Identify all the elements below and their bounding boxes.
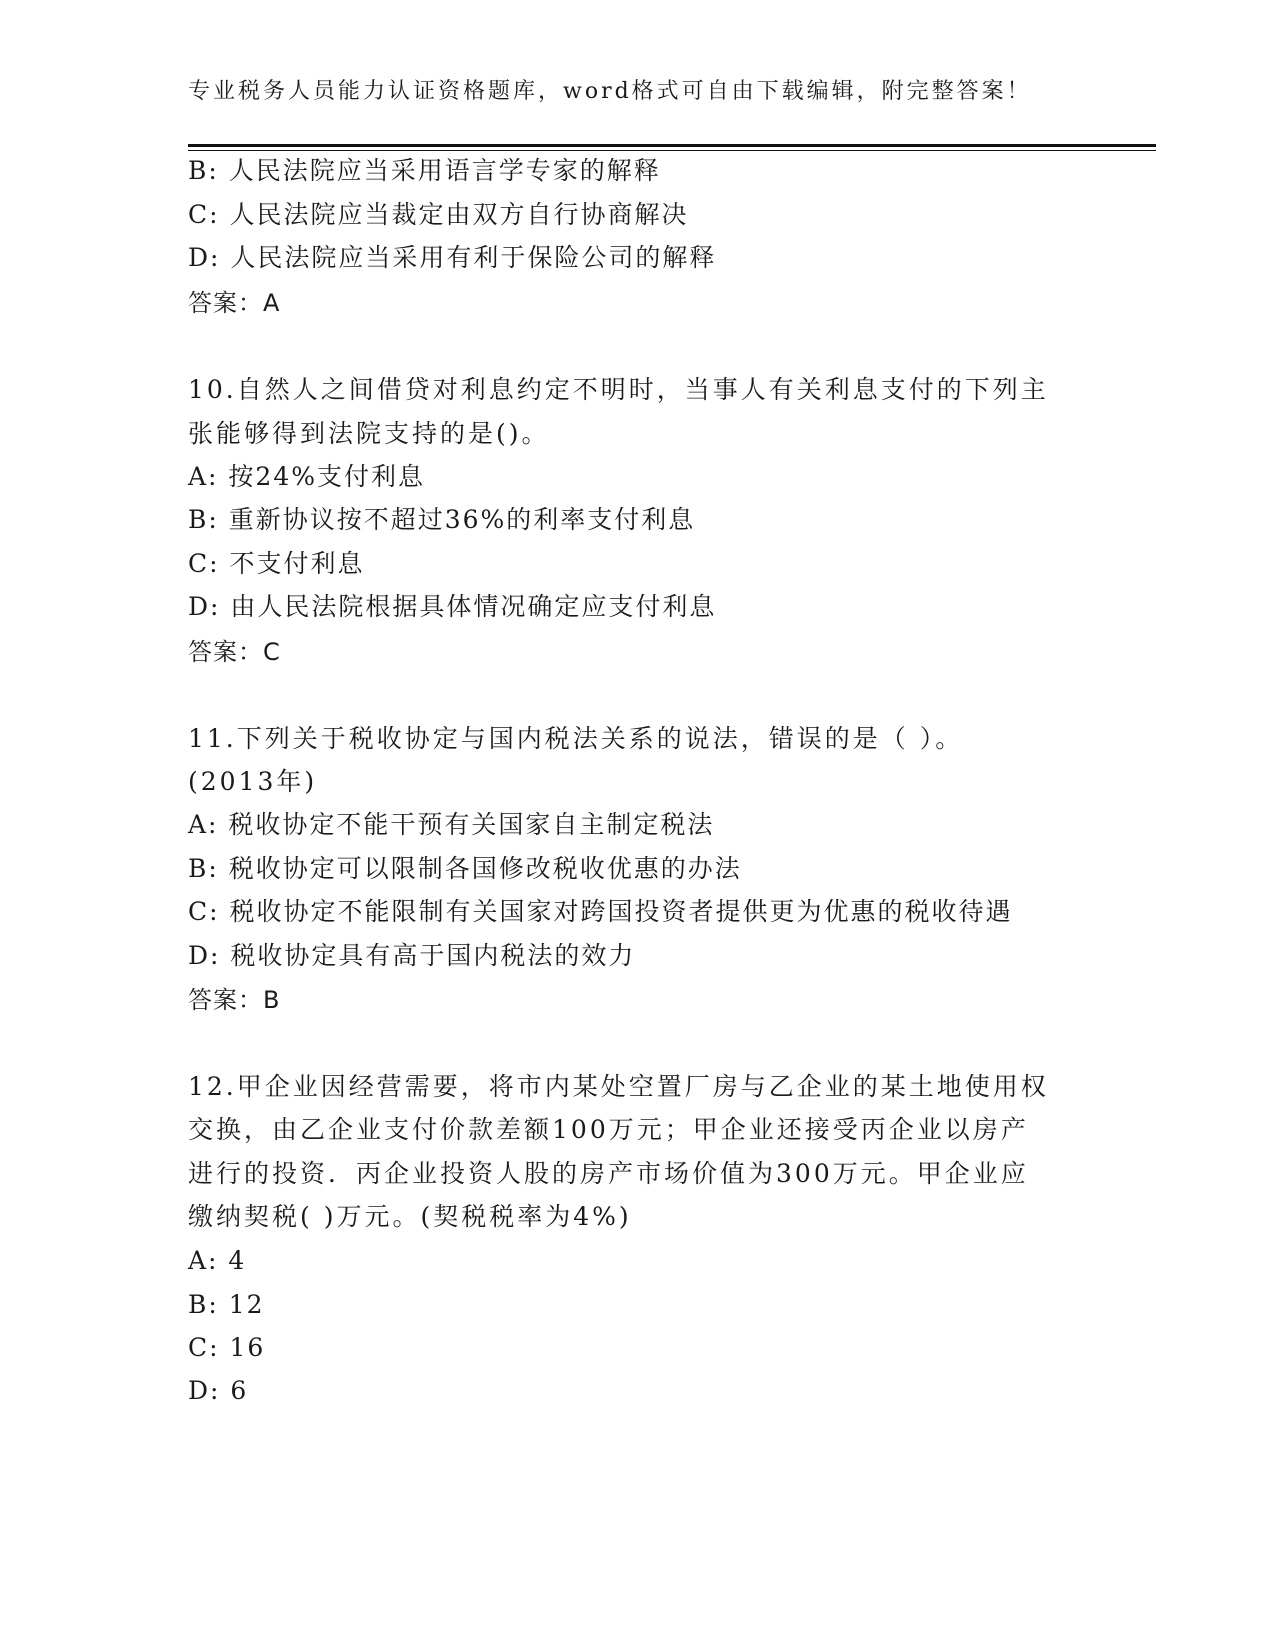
q10-text-line-2: 张能够得到法院支持的是()。: [188, 419, 550, 448]
q12-option-b: B: 12: [188, 1290, 265, 1319]
page-header: 专业税务人员能力认证资格题库，word格式可自由下载编辑，附完整答案！: [188, 79, 1032, 104]
q12-text-line-3: 进行的投资．丙企业投资人股的房产市场价值为300万元。甲企业应: [188, 1159, 1029, 1188]
q10-option-c: C: 不支付利息: [188, 549, 365, 578]
prev-answer: 答案：A: [188, 289, 281, 317]
q10-answer: 答案：C: [188, 638, 281, 666]
prev-option-d: D: 人民法院应当采用有利于保险公司的解释: [188, 243, 717, 272]
q10-text-line-1: 10.自然人之间借贷对利息约定不明时，当事人有关利息支付的下列主: [188, 375, 1049, 404]
q10-option-d: D: 由人民法院根据具体情况确定应支付利息: [188, 592, 717, 621]
q11-option-d: D: 税收协定具有高于国内税法的效力: [188, 941, 636, 970]
q12-text-line-4: 缴纳契税( )万元。(契税税率为4%): [188, 1202, 632, 1231]
q12-text-line-1: 12.甲企业因经营需要，将市内某处空置厂房与乙企业的某土地使用权: [188, 1072, 1049, 1101]
prev-option-c: C: 人民法院应当裁定由双方自行协商解决: [188, 200, 689, 229]
q12-option-c: C: 16: [188, 1333, 266, 1362]
header-rule-thick: [188, 144, 1156, 147]
q10-option-b: B: 重新协议按不超过36%的利率支付利息: [188, 505, 696, 534]
q11-answer: 答案：B: [188, 986, 281, 1014]
q11-option-c: C: 税收协定不能限制有关国家对跨国投资者提供更为优惠的税收待遇: [188, 897, 1013, 926]
q12-option-a: A: 4: [188, 1246, 247, 1275]
q10-option-a: A: 按24%支付利息: [188, 462, 425, 491]
q11-option-b: B: 税收协定可以限制各国修改税收优惠的办法: [188, 854, 742, 883]
q11-text-line-1: 11.下列关于税收协定与国内税法关系的说法，错误的是（ ）。: [188, 724, 964, 753]
header-rule-thin: [188, 150, 1156, 151]
prev-option-b: B: 人民法院应当采用语言学专家的解释: [188, 156, 661, 185]
q11-text-line-2: (2013年): [188, 767, 318, 796]
q12-option-d: D: 6: [188, 1376, 249, 1405]
q11-option-a: A: 税收协定不能干预有关国家自主制定税法: [188, 810, 715, 839]
q12-text-line-2: 交换，由乙企业支付价款差额100万元；甲企业还接受丙企业以房产: [188, 1115, 1029, 1144]
